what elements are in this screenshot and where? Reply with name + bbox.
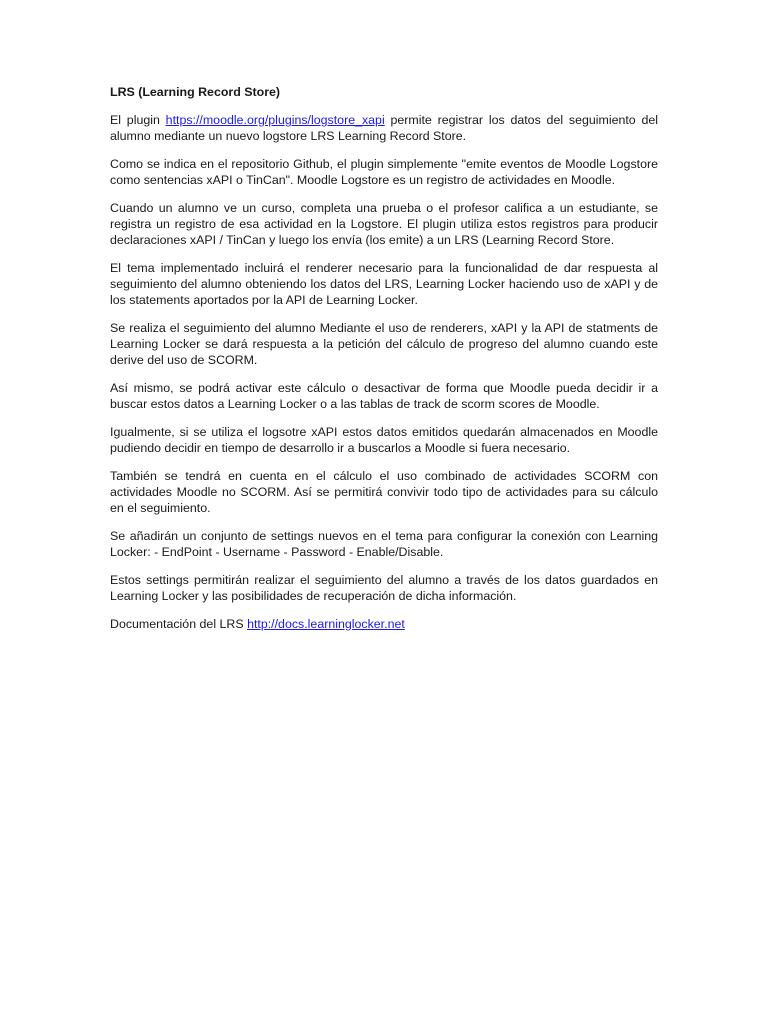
paragraph-text: El plugin	[110, 113, 166, 127]
document-body	[110, 84, 658, 632]
logstore-xapi-link[interactable]: https://moodle.org/plugins/logstore_xapi	[165, 113, 385, 127]
paragraph-settings-usage: Estos settings permitirán realizar el seguimiento del alumno a través de los datos guardados en Learning Locker y las posibilidades de recuperación de dicha información.	[110, 573, 658, 603]
paragraph-documentation	[110, 616, 658, 632]
paragraph-plugin-intro	[110, 112, 658, 144]
paragraph-text: permite registrar los datos del seguimiento del alumno mediante un nuevo logstore LRS Learning Record Store.	[110, 113, 659, 143]
document-title: LRS (Learning Record Store)	[110, 85, 281, 99]
paragraph-tracking: Se realiza el seguimiento del alumno Mediante el uso de renderers, xAPI y la API de statments de Learning Locker se dará respuesta a la petición del cálculo de progreso del alumno cuando este derive del uso de SCORM.	[110, 321, 658, 367]
paragraph-activation: Así mismo, se podrá activar este cálculo o desactivar de forma que Moodle pueda decidir ir a buscar estos datos a Learning Locker o a las tablas de track de scorm scores de Moodle.	[110, 381, 658, 411]
paragraph-text: Documentación del LRS	[110, 617, 248, 631]
paragraph-logstore: Cuando un alumno ve un curso, completa una prueba o el profesor califica a un estudiante, se registra un registro de esa actividad en la Logstore. El plugin utiliza estos registros para producir declaraciones xAPI / TinCan y luego los envía (los emite) a un LRS (Learning Record Store.	[110, 201, 658, 247]
paragraph-storage: Igualmente, si se utiliza el logsotre xAPI estos datos emitidos quedarán almacenados en Moodle pudiendo decidir en tiempo de desarrollo ir a buscarlos a Moodle si fuera necesario.	[110, 425, 658, 455]
paragraph-combined: También se tendrá en cuenta en el cálculo el uso combinado de actividades SCORM con actividades Moodle no SCORM. Así se permitirá convivir todo tipo de actividades para su cálculo en el seguimiento.	[110, 469, 658, 515]
paragraph-github: Como se indica en el repositorio Github, el plugin simplemente "emite eventos de Moodle Logstore como sentencias xAPI o TinCan". Moodle Logstore es un registro de actividades en Moodle.	[110, 157, 658, 187]
paragraph-renderer: El tema implementado incluirá el renderer necesario para la funcionalidad de dar respuesta al seguimiento del alumno obteniendo los datos del LRS, Learning Locker haciendo uso de xAPI y de los statements aportados por la API de Learning Locker.	[110, 261, 658, 307]
paragraph-settings: Se añadirán un conjunto de settings nuevos en el tema para configurar la conexión con Learning Locker: - EndPoint - Username - Password - Enable/Disable.	[110, 529, 658, 559]
learninglocker-docs-link[interactable]: http://docs.learninglocker.net	[247, 617, 405, 631]
